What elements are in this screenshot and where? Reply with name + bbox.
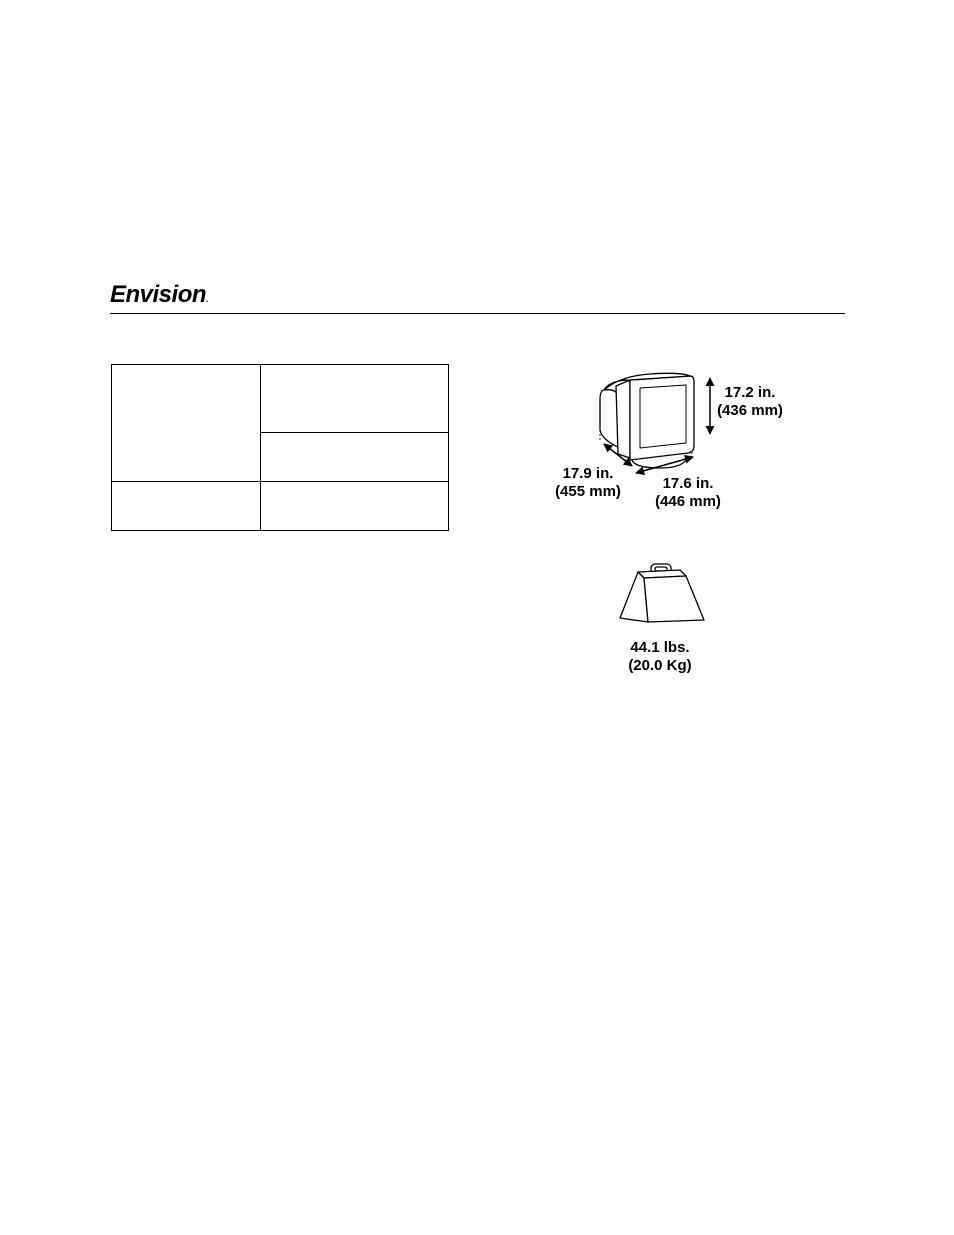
envision-logo [110,283,208,307]
table-cell-label [112,365,261,482]
spec-table [111,364,449,531]
weight-kg-label: (20.0 Kg) [628,657,692,674]
dimensions-figure [540,360,800,680]
table-cell-label [112,482,261,531]
table-row [112,482,449,531]
depth-mm-label: (455 mm) [555,483,621,500]
monitor-icon [600,373,694,468]
width-arrow [636,457,693,473]
width-mm-label: (446 mm) [655,493,721,510]
table-cell-value [261,482,449,531]
table-cell-value [261,365,449,433]
width-inches-label: 17.6 in. [662,475,714,492]
table-row [112,365,449,433]
logo-text: Envision [110,281,207,308]
height-mm-label: (436 mm) [717,402,783,419]
table-cell-value [261,433,449,482]
weight-lbs-label: 44.1 lbs. [630,639,690,656]
depth-inches-label: 17.9 in. [562,465,614,482]
header-rule [110,313,845,314]
logo-trademark-dot: . [206,295,208,304]
weight-icon [620,564,704,622]
height-inches-label: 17.2 in. [724,384,776,401]
